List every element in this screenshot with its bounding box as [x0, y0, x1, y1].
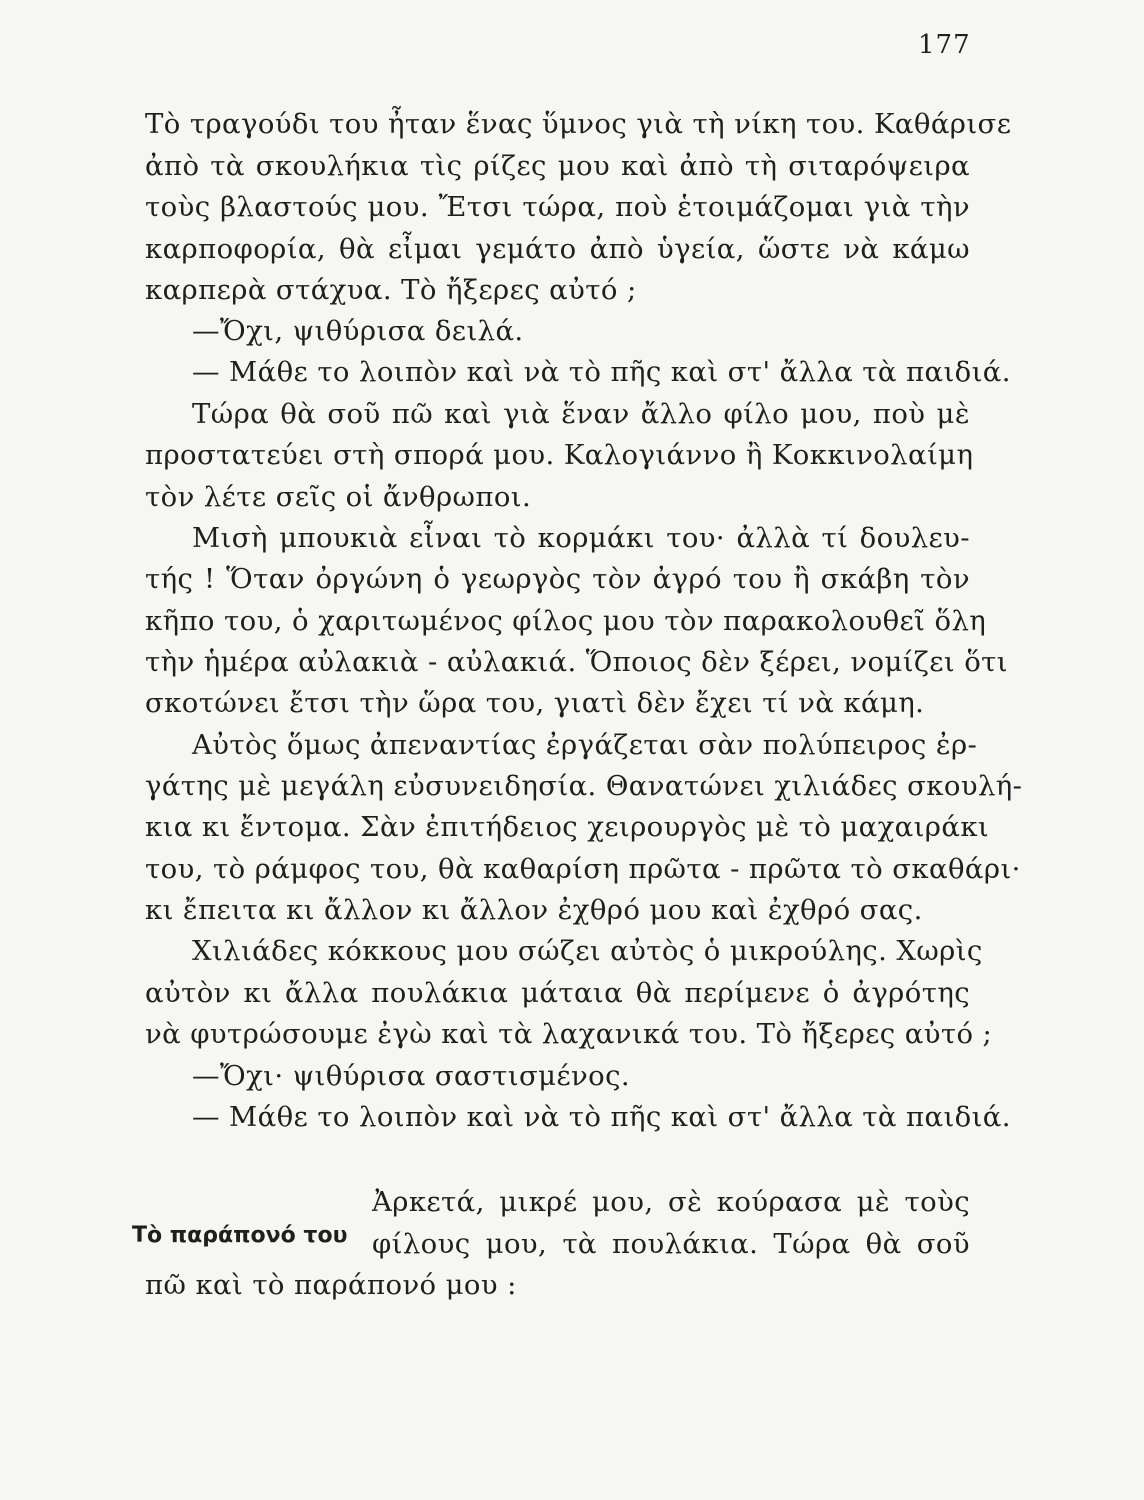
- text-line: σκοτώνει ἔτσι τὴν ὥρα του, γιατὶ δὲν ἔχει τί νὰ κάμη.: [145, 687, 925, 719]
- text-line: αὐτὸν κι ἄλλα πουλάκια μάταια θὰ περίμενε ὁ ἀγρότης: [145, 977, 970, 1009]
- page-number: 177: [918, 30, 971, 60]
- dialogue-line: —Ὄχι· ψιθύρισα σαστισμένος.: [192, 1060, 631, 1092]
- text-line: ἀπὸ τὰ σκουλήκια τὶς ρίζες μου καὶ ἀπὸ τὴ σιταρόψειρα: [145, 150, 970, 182]
- text-line: κῆπο του, ὁ χαριτωμένος φίλος μου τὸν παρακολουθεῖ ὅλη: [145, 605, 987, 637]
- text-line: κι ἔπειτα κι ἄλλον κι ἄλλον ἐχθρό μου καὶ ἐχθρό σας.: [145, 894, 923, 926]
- text-line: Τὸ τραγούδι του ἦταν ἕνας ὕμνος γιὰ τὴ νίκη του. Καθάρισε: [145, 108, 1012, 140]
- paragraph-start: Τώρα θὰ σοῦ πῶ καὶ γιὰ ἕναν ἄλλο φίλο μου, ποὺ μὲ: [192, 398, 970, 430]
- text-line: φίλους μου, τὰ πουλάκια. Τώρα θὰ σοῦ: [372, 1228, 970, 1260]
- dialogue-line: — Μάθε το λοιπὸν καὶ νὰ τὸ πῆς καὶ στ' ἄλλα τὰ παιδιά.: [192, 1101, 1011, 1133]
- paragraph-start: Χιλιάδες κόκκους μου σώζει αὐτὸς ὁ μικρούλης. Χωρὶς: [192, 935, 983, 967]
- text-line: τὸν λέτε σεῖς οἱ ἄνθρωποι.: [145, 481, 532, 513]
- text-line: γάτης μὲ μεγάλη εὐσυνειδησία. Θανατώνει χιλιάδες σκουλή-: [145, 770, 1023, 802]
- text-line: καρπερὰ στάχυα. Τὸ ἤξερες αὐτό ;: [145, 274, 637, 306]
- section-heading: Τὸ παράπονό του: [132, 1223, 348, 1248]
- text-line: κια κι ἔντομα. Σὰν ἐπιτήδειος χειρουργὸς μὲ τὸ μαχαιράκι: [145, 811, 990, 843]
- text-line: πῶ καὶ τὸ παράπονό μου :: [145, 1269, 517, 1301]
- text-line: του, τὸ ράμφος του, θὰ καθαρίση πρῶτα - πρῶτα τὸ σκαθάρι·: [145, 853, 1021, 885]
- text-line: τοὺς βλαστούς μου. Ἔτσι τώρα, ποὺ ἑτοιμάζομαι γιὰ τὴν: [145, 191, 970, 223]
- text-line: προστατεύει στὴ σπορά μου. Καλογιάννο ἢ Κοκκινολαίμη: [145, 439, 974, 471]
- paragraph-start: Αὐτὸς ὅμως ἀπεναντίας ἐργάζεται σὰν πολύπειρος ἐρ-: [192, 729, 978, 761]
- text-line: καρποφορία, θὰ εἶμαι γεμάτο ἀπὸ ὑγεία, ὥστε νὰ κάμω: [145, 233, 970, 265]
- text-line: τής ! Ὅταν ὀργώνη ὁ γεωργὸς τὸν ἀγρό του ἢ σκάβη τὸν: [145, 563, 970, 595]
- dialogue-line: — Μάθε το λοιπὸν καὶ νὰ τὸ πῆς καὶ στ' ἄλλα τὰ παιδιά.: [192, 356, 1011, 388]
- text-line: νὰ φυτρώσουμε ἐγὼ καὶ τὰ λαχανικά του. Τὸ ἤξερες αὐτό ;: [145, 1018, 993, 1050]
- text-line: Ἀρκετά, μικρέ μου, σὲ κούρασα μὲ τοὺς: [372, 1186, 970, 1218]
- dialogue-line: —Ὄχι, ψιθύρισα δειλά.: [192, 315, 524, 347]
- paragraph-start: Μισὴ μπουκιὰ εἶναι τὸ κορμάκι του· ἀλλὰ τί δουλευ-: [192, 522, 970, 554]
- text-line: τὴν ἡμέρα αὐλακιὰ - αὐλακιά. Ὅποιος δὲν ξέρει, νομίζει ὅτι: [145, 646, 1008, 678]
